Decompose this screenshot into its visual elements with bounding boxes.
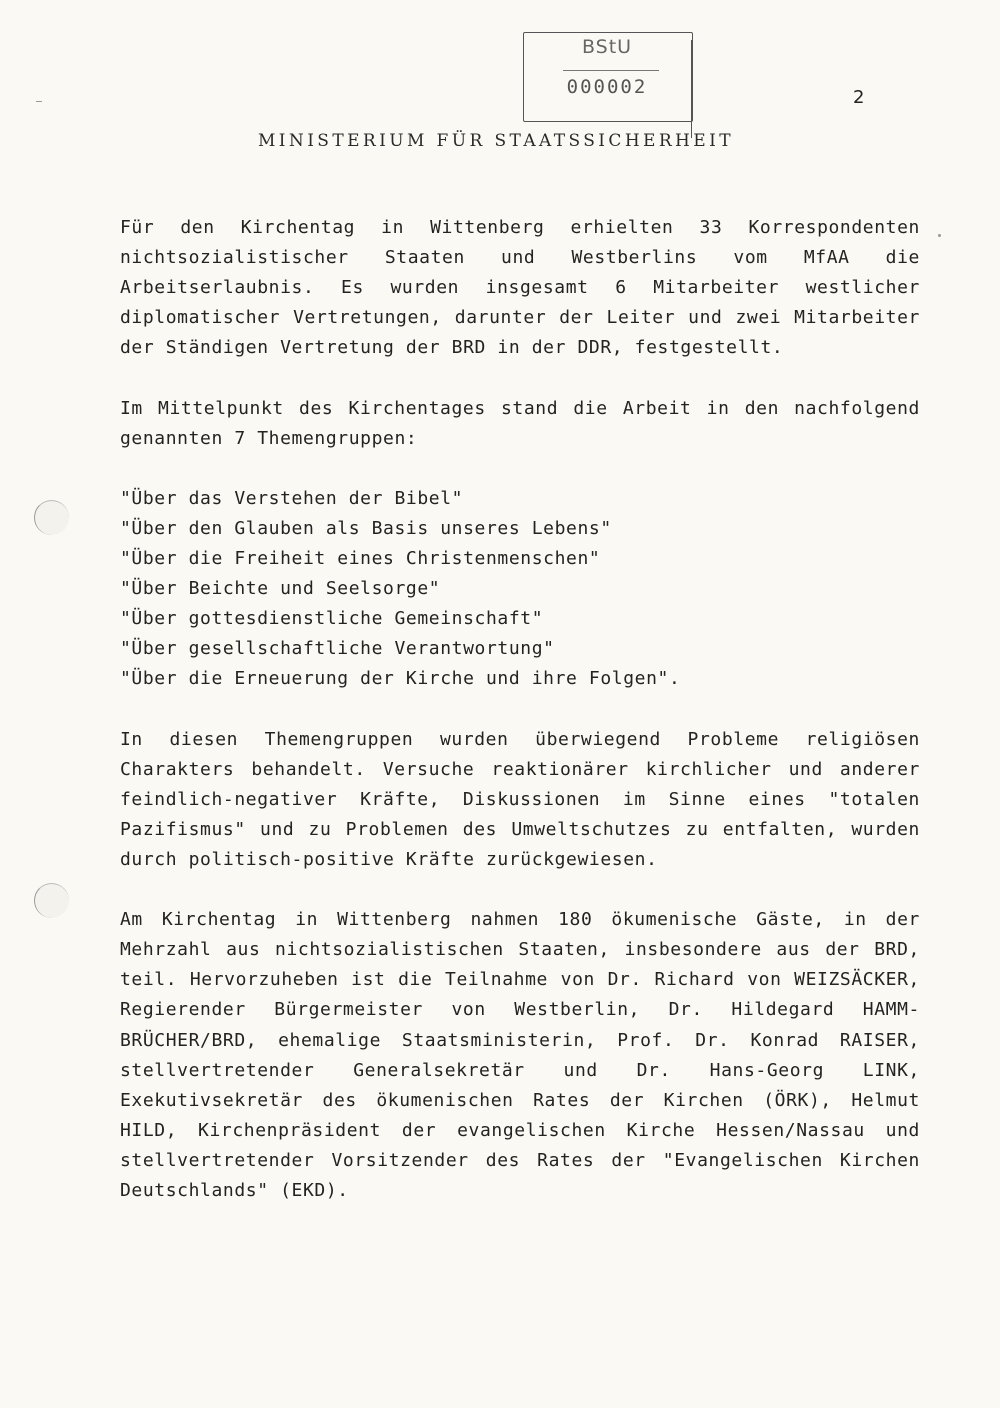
margin-mark <box>36 101 42 102</box>
letterhead-title: MINISTERIUM FÜR STAATSSICHERHEIT <box>258 131 734 151</box>
theme-item: "Über den Glauben als Basis unseres Lebens" <box>120 517 612 539</box>
punch-hole-upper <box>34 500 69 535</box>
theme-item: "Über die Erneuerung der Kirche und ihre Folgen". <box>120 668 681 690</box>
stamp-divider <box>563 70 659 71</box>
theme-item: "Über gesellschaftliche Verantwortung" <box>120 638 555 660</box>
paragraph-theme-intro: Im Mittelpunkt des Kirchentages stand die Arbeit in den nachfolgend genannten 7 Themengruppen: <box>120 397 920 449</box>
theme-item: "Über die Freiheit eines Christenmenschen" <box>120 548 601 570</box>
theme-group-list <box>120 484 920 695</box>
archive-stamp <box>523 32 693 130</box>
theme-item: "Über gottesdienstliche Gemeinschaft" <box>120 608 544 630</box>
document-body <box>120 213 920 1236</box>
paragraph-correspondents: Für den Kirchentag in Wittenberg erhielten 33 Korrespondenten nichtsozialistischer Staaten und Westberlins vom MfAA die Arbeitserlaubnis. Es wurden insgesamt 6 Mitarbeiter westlicher diplomatischer Vertretungen, darunter der Leiter und zwei Mitarbeiter der Ständigen Vertretung der BRD in der DDR, festgestellt. <box>120 217 920 359</box>
theme-item: "Über Beichte und Seelsorge" <box>120 578 441 600</box>
paragraph-ecumenical-guests: Am Kirchentag in Wittenberg nahmen 180 ökumenische Gäste, in der Mehrzahl aus nichtsozialistischen Staaten, insbesondere aus der BRD, teil. Hervorzuheben ist die Teilnahme von Dr. Richard von WEIZSÄCKER, Regierender Bürgermeister von Westberlin, Dr. Hildegard HAMM-BRÜCHER/BRD, ehemalige Staatsministerin, Prof. Dr. Konrad RAISER, stellvertretender Generalsekretär und Dr. Hans-Georg LINK, Exekutivsekretär des ökumenischen Rates der Kirchen (ÖRK), Helmut HILD, Kirchenpräsident der evangelischen Kirche Hessen/Nassau und stellvertretender Vorsitzender des Rates der "Evangelischen Kirchen Deutschlands" (EKD). <box>120 909 920 1201</box>
stamp-frame-edge <box>691 40 692 138</box>
page-number: 2 <box>853 87 865 108</box>
theme-item: "Über das Verstehen der Bibel" <box>120 487 464 509</box>
stamp-document-number: 000002 <box>566 76 648 98</box>
stamp-archive-label: BStU <box>581 36 633 58</box>
paragraph-theme-outcome: In diesen Themengruppen wurden überwiegend Probleme religiösen Charakters behandelt. Versuche reaktionärer kirchlicher und anderer feindlich-negativer Kräfte, Diskussionen im Sinne eines "totalen Pazifismus" und zu Problemen des Umweltschutzes zu entfalten, wurden durch politisch-positive Kräfte zurückgewiesen. <box>120 728 920 870</box>
margin-mark <box>938 234 941 237</box>
punch-hole-lower <box>34 883 69 918</box>
